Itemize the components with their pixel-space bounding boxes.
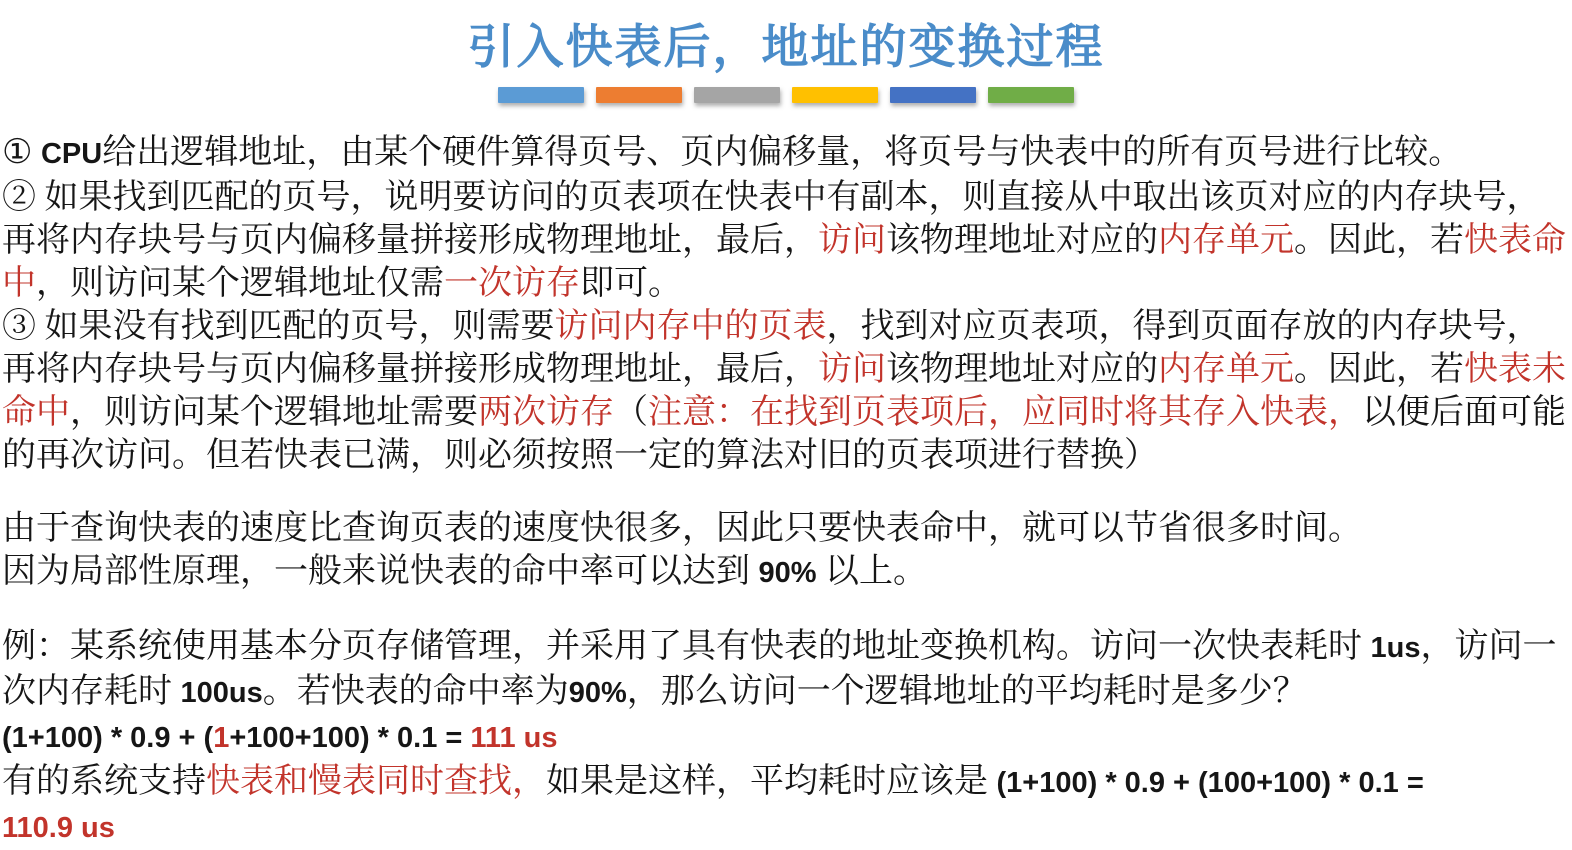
text-segment: ② 如果找到匹配的页号，说明要访问的页表项在快表中有副本，则直接从中取出该页对应的内存块号，再将内存块号与页内偏移量拼接形成物理地址，最后， — [2, 179, 1541, 259]
text-segment: 90% — [758, 557, 817, 589]
text-segment: 111 us — [470, 722, 558, 754]
text-segment: 一次访存 — [444, 265, 580, 302]
accent-bar — [498, 87, 584, 103]
parallel-result — [2, 805, 1570, 850]
text-segment: 有的系统支持 — [2, 763, 206, 800]
text-segment: ，则访问某个逻辑地址仅需 — [36, 265, 444, 302]
text-segment: 内存单元 — [1158, 222, 1294, 259]
accent-bar — [792, 87, 878, 103]
tlb-speed-note — [2, 507, 1570, 550]
text-segment: ，那么访问一个逻辑地址的平均耗时是多少？ — [626, 673, 1307, 710]
text-segment: 1 — [213, 722, 230, 754]
example-question — [2, 625, 1570, 715]
slide-body — [0, 103, 1572, 850]
text-segment: ，则访问某个逻辑地址需要 — [70, 394, 478, 431]
text-segment: 两次访存 — [478, 394, 614, 431]
hit-rate-note — [2, 550, 1570, 595]
text-segment: 给出逻辑地址，由某个硬件算得页号、页内偏移量，将页号与快表中的所有页号进行比较。 — [102, 134, 1463, 171]
accent-bar — [694, 87, 780, 103]
text-segment: ① — [2, 134, 41, 171]
spacer — [2, 477, 1570, 507]
text-segment: 例：某系统使用基本分页存储管理，并采用了具有快表的地址变换机构。访问一次快表耗时 — [2, 628, 1371, 665]
text-segment: 快表命中 — [2, 222, 1566, 302]
text-segment: 。因此，若 — [1294, 351, 1464, 388]
accent-bar — [596, 87, 682, 103]
parallel-lookup-note — [2, 760, 1570, 805]
text-segment: (1+100) * 0.9 + ( — [2, 722, 214, 754]
step-2-text — [2, 176, 1570, 305]
text-segment: 快表未命中 — [2, 351, 1566, 431]
text-segment: 以便后面可能的再次访问。但若快表已满，则必须按照一定的算法对旧的页表项进行替换） — [2, 394, 1566, 474]
page-title: 引入快表后，地址的变换过程 — [467, 22, 1105, 74]
accent-bar — [890, 87, 976, 103]
text-segment: 90% — [568, 677, 627, 709]
title-underline-bars — [498, 87, 1074, 103]
text-segment: 100us — [180, 677, 263, 709]
text-segment: 110.9 us — [2, 812, 115, 844]
accent-bar — [988, 87, 1074, 103]
text-segment: 快表和慢表同时查找， — [206, 763, 546, 800]
text-segment: 因为局部性原理，一般来说快表的命中率可以达到 — [2, 553, 759, 590]
text-segment: 该物理地址对应的 — [886, 222, 1158, 259]
text-segment: 以上。 — [816, 553, 928, 590]
text-segment: ，访问一次内存耗时 — [2, 628, 1557, 710]
text-segment: 内存单元 — [1158, 351, 1294, 388]
step-1-text — [2, 131, 1570, 176]
text-segment: (1+100) * 0.9 + (100+100) * 0.1 = — [996, 767, 1424, 799]
text-segment: 。若快表的命中率为 — [262, 673, 569, 710]
text-segment: （ — [614, 394, 648, 431]
spacer — [2, 595, 1570, 625]
text-segment: CPU — [40, 138, 103, 170]
text-segment: 访问 — [818, 222, 886, 259]
step-3-text — [2, 305, 1570, 477]
text-segment: 访问内存中的页表 — [554, 308, 827, 345]
text-segment: 注意：在找到页表项后，应同时将其存入快表， — [648, 394, 1362, 431]
text-segment: 由于查询快表的速度比查询页表的速度快很多，因此只要快表命中，就可以节省很多时间。 — [2, 510, 1362, 547]
text-segment: 即可。 — [580, 265, 682, 302]
text-segment: +100+100) * 0.1 = — [229, 722, 471, 754]
text-segment: 如果是这样，平均耗时应该是 — [546, 763, 997, 800]
text-segment: 1us — [1370, 632, 1421, 664]
text-segment: 访问 — [818, 351, 886, 388]
text-segment: 该物理地址对应的 — [886, 351, 1158, 388]
text-segment: 。因此，若 — [1294, 222, 1464, 259]
text-segment: ③ 如果没有找到匹配的页号，则需要 — [2, 308, 555, 345]
text-segment: ，找到对应页表项，得到页面存放的内存块号，再将内存块号与页内偏移量拼接形成物理地址，最后， — [2, 308, 1541, 388]
calculation-line — [2, 715, 1570, 760]
